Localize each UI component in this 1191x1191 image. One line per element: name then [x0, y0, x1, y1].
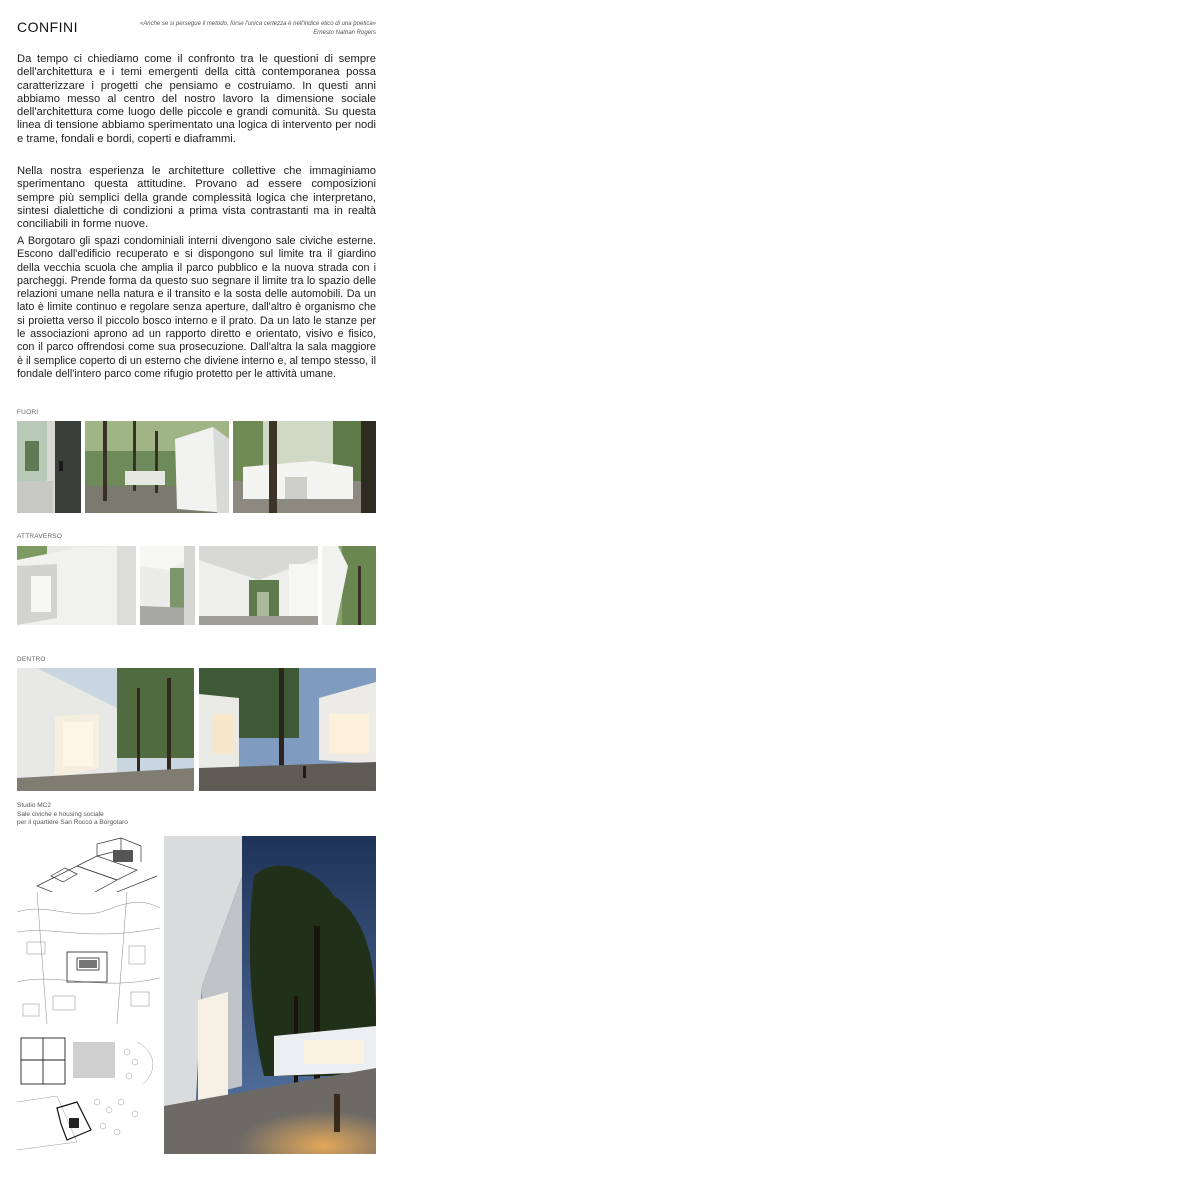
quote-text: «Anche se si persegue il metodo, forse l'unica certezza è nell'indice etico di una poetica»	[139, 21, 376, 27]
photo-fuori-2	[85, 421, 229, 513]
photo-dentro-1	[17, 668, 194, 791]
photo-attraverso-1	[17, 546, 136, 625]
section-label-fuori: FUORI	[17, 409, 39, 416]
photo-fuori-1	[17, 421, 81, 513]
intro-paragraph-3: A Borgotaro gli spazi condominiali interni divengono sale civiche esterne. Escono dall'edificio recuperato e si dispongono sul limite tra il giardino della vecchia scuola che amplia il parco pubblico e la nuova strada con i parcheggi. Prende forma da questo suo segnare il limite tra lo spazio delle relazioni umane nella natura e il transito e la sosta delle automobili. Da un lato è limite continuo e regolare senza aperture, dall'altro è organismo che si proietta verso il piccolo bosco interno e il prato. Da un lato le stanze per le associazioni aprono ad un rapporto diretto e orientato, visivo e fisico, con il parco offrendosi come sua prosecuzione. Dall'altra la sala maggiore è il semplice coperto di un esterno che diviene interno e, al tempo stesso, il fondale dell'intero parco come rifugio protetto per le attività umane.	[17, 235, 376, 380]
photo-dentro-2	[199, 668, 376, 791]
project-credits	[17, 802, 128, 828]
credit-location: per il quartiere San Rocco a Borgotaro	[17, 819, 128, 826]
section-label-attraverso: ATTRAVERSO	[17, 533, 63, 540]
page-title: CONFINI	[17, 19, 79, 35]
intro-paragraph-1: Da tempo ci chiediamo come il confronto tra le questioni di sempre dell'architettura e i temi emergenti della città contemporanea possa caratterizzare i progetti che pensiamo e costruiamo. In questi anni abbiamo messo al centro del nostro lavoro la dimensione sociale dell'architettura come luogo delle piccole e grandi comunità. Su questa linea di tensione abbiamo sperimentato una logica di intervento per nodi e trame, fondali e bordi, coperti e diaframmi.	[17, 53, 376, 145]
section-label-dentro: DENTRO	[17, 656, 46, 663]
floor-plan-drawing	[17, 1032, 160, 1154]
epigraph-quote	[76, 20, 376, 38]
photo-attraverso-4	[322, 546, 376, 625]
credit-project: Sale civiche e housing sociale	[17, 810, 104, 818]
photo-attraverso-2	[140, 546, 195, 625]
photo-fuori-3	[233, 421, 376, 513]
photo-night-main	[164, 836, 376, 1154]
photo-attraverso-3	[199, 546, 318, 625]
quote-author: Ernesto Nathan Rogers	[313, 30, 376, 36]
credit-studio: Studio MC2	[17, 802, 51, 809]
intro-paragraph-2: Nella nostra esperienza le architetture collettive che immaginiamo sperimentano questa attitudine. Provano ad essere composizioni sempre più semplici della grande complessità logica che interpretano, sintesi dialettiche di condizioni a prima vista contrastanti ma in realtà conciliabili in forme nuove.	[17, 165, 376, 231]
site-plan-drawing	[17, 892, 160, 1024]
